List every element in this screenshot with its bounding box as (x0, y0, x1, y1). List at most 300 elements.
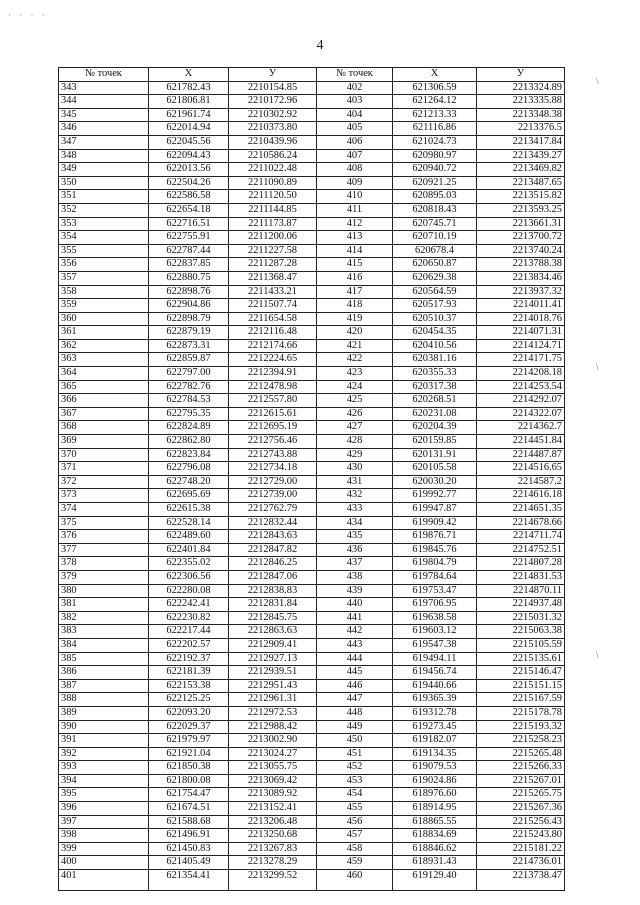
cell-point-number-right: 446 (317, 679, 393, 693)
cell-point-number-left: 343 (59, 81, 149, 95)
cell-x-right: 619603.12 (393, 625, 477, 639)
cell-x-right: 620105.58 (393, 462, 477, 476)
table-row (59, 638, 565, 652)
cell-y-right: 2214807.28 (477, 557, 565, 571)
cell-y-right: 2214253.54 (477, 380, 565, 394)
cell-y-right: 2215193.32 (477, 720, 565, 734)
table-header-row (59, 68, 565, 82)
cell-point-number-right: 444 (317, 652, 393, 666)
table-row (59, 706, 565, 720)
cell-y-right: 2213376.5 (477, 122, 565, 136)
table-row (59, 842, 565, 856)
page-number: 4 (316, 38, 324, 53)
cell-x-left: 622837.85 (149, 258, 229, 272)
cell-point-number-right: 422 (317, 353, 393, 367)
cell-x-right: 620317.38 (393, 380, 477, 394)
table-row (59, 448, 565, 462)
cell-x-left: 622504.26 (149, 176, 229, 190)
table-row (59, 679, 565, 693)
table-row (59, 530, 565, 544)
cell-x-left: 621674.51 (149, 802, 229, 816)
cell-x-left: 622045.56 (149, 135, 229, 149)
cell-x-left: 622695.69 (149, 489, 229, 503)
header-y-left: У (229, 68, 317, 82)
cell-point-number-right: 453 (317, 774, 393, 788)
cell-point-number-right: 460 (317, 870, 393, 891)
cell-x-right: 620745.71 (393, 217, 477, 231)
cell-point-number-left: 396 (59, 802, 149, 816)
scan-mark: \ (596, 362, 599, 372)
table-row (59, 271, 565, 285)
cell-point-number-right: 412 (317, 217, 393, 231)
cell-x-right: 618834.69 (393, 829, 477, 843)
cell-point-number-right: 403 (317, 95, 393, 109)
cell-x-left: 622748.20 (149, 475, 229, 489)
scan-mark: \ (596, 76, 599, 86)
cell-y-right: 2215105.59 (477, 638, 565, 652)
cell-point-number-left: 378 (59, 557, 149, 571)
cell-point-number-right: 420 (317, 326, 393, 340)
cell-point-number-left: 384 (59, 638, 149, 652)
cell-point-number-left: 393 (59, 761, 149, 775)
cell-x-right: 620268.51 (393, 394, 477, 408)
cell-x-right: 620650.87 (393, 258, 477, 272)
cell-x-left: 622401.84 (149, 543, 229, 557)
cell-y-left: 2212116.48 (229, 326, 317, 340)
cell-x-right: 620818.43 (393, 203, 477, 217)
cell-y-left: 2212843.63 (229, 530, 317, 544)
cell-point-number-left: 349 (59, 163, 149, 177)
cell-y-left: 2213152.41 (229, 802, 317, 816)
cell-y-left: 2210154.85 (229, 81, 317, 95)
cell-y-left: 2213250.68 (229, 829, 317, 843)
cell-x-right: 619273.45 (393, 720, 477, 734)
cell-point-number-right: 436 (317, 543, 393, 557)
cell-x-right: 620895.03 (393, 190, 477, 204)
table-row (59, 81, 565, 95)
scan-mark: \ (596, 650, 599, 660)
table-row (59, 747, 565, 761)
cell-point-number-right: 423 (317, 367, 393, 381)
cell-x-left: 621921.04 (149, 747, 229, 761)
header-x-right: X (393, 68, 477, 82)
table-row (59, 693, 565, 707)
cell-point-number-left: 401 (59, 870, 149, 891)
cell-x-left: 622859.87 (149, 353, 229, 367)
cell-point-number-right: 441 (317, 611, 393, 625)
cell-y-right: 2215167.59 (477, 693, 565, 707)
cell-point-number-right: 425 (317, 394, 393, 408)
cell-x-right: 620564.59 (393, 285, 477, 299)
cell-y-left: 2212939.51 (229, 666, 317, 680)
cell-point-number-left: 389 (59, 706, 149, 720)
cell-point-number-left: 355 (59, 244, 149, 258)
cell-point-number-right: 458 (317, 842, 393, 856)
cell-point-number-left: 360 (59, 312, 149, 326)
cell-y-left: 2212729.00 (229, 475, 317, 489)
cell-x-left: 621806.81 (149, 95, 229, 109)
cell-y-right: 2213593.25 (477, 203, 565, 217)
cell-x-right: 619784.64 (393, 570, 477, 584)
cell-point-number-right: 407 (317, 149, 393, 163)
cell-y-left: 2210302.92 (229, 108, 317, 122)
cell-x-left: 622489.60 (149, 530, 229, 544)
table-row (59, 380, 565, 394)
cell-point-number-left: 344 (59, 95, 149, 109)
cell-y-right: 2214362.7 (477, 421, 565, 435)
cell-x-right: 619992.77 (393, 489, 477, 503)
cell-x-left: 622795.35 (149, 407, 229, 421)
cell-point-number-left: 391 (59, 734, 149, 748)
cell-x-left: 621850.38 (149, 761, 229, 775)
cell-y-right: 2214752.51 (477, 543, 565, 557)
cell-x-left: 622787.44 (149, 244, 229, 258)
cell-point-number-left: 366 (59, 394, 149, 408)
table-row (59, 108, 565, 122)
cell-y-right: 2213348.38 (477, 108, 565, 122)
cell-point-number-right: 452 (317, 761, 393, 775)
cell-y-right: 2213700.72 (477, 231, 565, 245)
cell-point-number-right: 449 (317, 720, 393, 734)
cell-point-number-right: 435 (317, 530, 393, 544)
cell-point-number-right: 418 (317, 299, 393, 313)
cell-x-left: 621754.47 (149, 788, 229, 802)
cell-y-right: 2215031.32 (477, 611, 565, 625)
cell-y-left: 2213055.75 (229, 761, 317, 775)
cell-point-number-left: 359 (59, 299, 149, 313)
cell-x-left: 622615.38 (149, 503, 229, 517)
cell-y-right: 2215151.15 (477, 679, 565, 693)
cell-x-left: 622823.84 (149, 448, 229, 462)
cell-y-left: 2210439.96 (229, 135, 317, 149)
cell-point-number-left: 400 (59, 856, 149, 870)
cell-y-right: 2214018.76 (477, 312, 565, 326)
cell-y-right: 2214587.2 (477, 475, 565, 489)
cell-y-right: 2215146.47 (477, 666, 565, 680)
table-row (59, 244, 565, 258)
cell-point-number-left: 371 (59, 462, 149, 476)
cell-point-number-left: 386 (59, 666, 149, 680)
cell-x-left: 622879.19 (149, 326, 229, 340)
cell-x-left: 622784.53 (149, 394, 229, 408)
cell-point-number-left: 350 (59, 176, 149, 190)
header-y-right: У (477, 68, 565, 82)
cell-point-number-right: 405 (317, 122, 393, 136)
cell-y-left: 2212756.46 (229, 435, 317, 449)
cell-point-number-left: 368 (59, 421, 149, 435)
cell-point-number-right: 442 (317, 625, 393, 639)
table-row (59, 584, 565, 598)
cell-x-left: 621782.43 (149, 81, 229, 95)
cell-y-right: 2213324.89 (477, 81, 565, 95)
table-row (59, 666, 565, 680)
cell-y-left: 2213024.27 (229, 747, 317, 761)
cell-point-number-left: 358 (59, 285, 149, 299)
table-body (59, 81, 565, 890)
cell-point-number-right: 447 (317, 693, 393, 707)
cell-y-right: 2215258.23 (477, 734, 565, 748)
cell-point-number-right: 454 (317, 788, 393, 802)
table-row (59, 557, 565, 571)
table-row (59, 774, 565, 788)
cell-point-number-right: 438 (317, 570, 393, 584)
cell-y-right: 2214616.18 (477, 489, 565, 503)
cell-x-right: 618865.55 (393, 815, 477, 829)
cell-y-left: 2211120.50 (229, 190, 317, 204)
cell-point-number-left: 365 (59, 380, 149, 394)
cell-x-right: 620940.72 (393, 163, 477, 177)
cell-point-number-right: 415 (317, 258, 393, 272)
cell-x-right: 618846.62 (393, 842, 477, 856)
cell-x-right: 620159.85 (393, 435, 477, 449)
scan-corner-marks: · · · · (8, 10, 48, 20)
cell-x-left: 622014.94 (149, 122, 229, 136)
coordinates-table (58, 67, 565, 891)
cell-point-number-right: 451 (317, 747, 393, 761)
cell-point-number-right: 443 (317, 638, 393, 652)
cell-x-left: 622094.43 (149, 149, 229, 163)
cell-y-left: 2211022.48 (229, 163, 317, 177)
cell-y-right: 2214487.87 (477, 448, 565, 462)
cell-x-right: 620204.39 (393, 421, 477, 435)
cell-point-number-left: 392 (59, 747, 149, 761)
cell-y-left: 2212846.25 (229, 557, 317, 571)
header-point-number-left: № точек (59, 68, 149, 82)
cell-point-number-right: 434 (317, 516, 393, 530)
cell-y-left: 2212847.82 (229, 543, 317, 557)
table-row (59, 312, 565, 326)
table-row (59, 231, 565, 245)
cell-y-left: 2211173.87 (229, 217, 317, 231)
cell-x-right: 619312.78 (393, 706, 477, 720)
cell-point-number-left: 348 (59, 149, 149, 163)
cell-x-right: 619876.71 (393, 530, 477, 544)
cell-point-number-left: 356 (59, 258, 149, 272)
cell-y-left: 2213278.29 (229, 856, 317, 870)
cell-x-left: 622796.08 (149, 462, 229, 476)
cell-y-right: 2215178.78 (477, 706, 565, 720)
cell-y-left: 2212831.84 (229, 598, 317, 612)
table-row (59, 149, 565, 163)
cell-point-number-left: 351 (59, 190, 149, 204)
cell-point-number-left: 372 (59, 475, 149, 489)
cell-point-number-right: 428 (317, 435, 393, 449)
cell-x-right: 620629.38 (393, 271, 477, 285)
table-row (59, 543, 565, 557)
table-row (59, 326, 565, 340)
cell-point-number-left: 390 (59, 720, 149, 734)
cell-point-number-right: 419 (317, 312, 393, 326)
cell-y-left: 2212847.06 (229, 570, 317, 584)
cell-x-right: 619182.07 (393, 734, 477, 748)
cell-point-number-right: 410 (317, 190, 393, 204)
cell-point-number-right: 426 (317, 407, 393, 421)
cell-y-left: 2212845.75 (229, 611, 317, 625)
cell-point-number-left: 357 (59, 271, 149, 285)
cell-x-right: 620454.35 (393, 326, 477, 340)
cell-y-left: 2212909.41 (229, 638, 317, 652)
cell-y-right: 2213738.47 (477, 870, 565, 891)
cell-y-left: 2212961.31 (229, 693, 317, 707)
cell-y-left: 2211287.28 (229, 258, 317, 272)
cell-y-left: 2212695.19 (229, 421, 317, 435)
table-row (59, 258, 565, 272)
cell-y-left: 2212743.88 (229, 448, 317, 462)
cell-point-number-left: 370 (59, 448, 149, 462)
cell-point-number-right: 427 (317, 421, 393, 435)
cell-y-left: 2211433.21 (229, 285, 317, 299)
cell-y-left: 2211090.89 (229, 176, 317, 190)
table-row (59, 299, 565, 313)
cell-y-left: 2212988.42 (229, 720, 317, 734)
cell-x-right: 620678.4 (393, 244, 477, 258)
cell-y-right: 2214516.65 (477, 462, 565, 476)
cell-x-left: 622586.58 (149, 190, 229, 204)
table-row (59, 570, 565, 584)
table-row (59, 611, 565, 625)
table-row (59, 625, 565, 639)
header-x-left: X (149, 68, 229, 82)
cell-point-number-right: 450 (317, 734, 393, 748)
cell-point-number-right: 448 (317, 706, 393, 720)
cell-point-number-right: 404 (317, 108, 393, 122)
cell-y-left: 2212174.66 (229, 339, 317, 353)
cell-point-number-left: 363 (59, 353, 149, 367)
table-row (59, 516, 565, 530)
cell-x-right: 620510.37 (393, 312, 477, 326)
cell-point-number-right: 432 (317, 489, 393, 503)
cell-point-number-right: 433 (317, 503, 393, 517)
cell-x-right: 619494.11 (393, 652, 477, 666)
cell-point-number-right: 424 (317, 380, 393, 394)
cell-x-left: 622824.89 (149, 421, 229, 435)
cell-y-right: 2214651.35 (477, 503, 565, 517)
cell-point-number-right: 408 (317, 163, 393, 177)
table-row (59, 421, 565, 435)
cell-point-number-right: 440 (317, 598, 393, 612)
table-row (59, 176, 565, 190)
table-row (59, 802, 565, 816)
cell-x-right: 619845.76 (393, 543, 477, 557)
cell-x-right: 618976.60 (393, 788, 477, 802)
cell-point-number-left: 345 (59, 108, 149, 122)
cell-point-number-right: 437 (317, 557, 393, 571)
table-row (59, 489, 565, 503)
table-row (59, 734, 565, 748)
table-row (59, 870, 565, 891)
cell-y-right: 2214736.01 (477, 856, 565, 870)
cell-point-number-right: 413 (317, 231, 393, 245)
cell-point-number-right: 431 (317, 475, 393, 489)
cell-x-left: 622306.56 (149, 570, 229, 584)
table-row (59, 856, 565, 870)
cell-y-left: 2212478.98 (229, 380, 317, 394)
cell-point-number-left: 369 (59, 435, 149, 449)
cell-y-left: 2212762.79 (229, 503, 317, 517)
cell-x-left: 622230.82 (149, 611, 229, 625)
cell-x-left: 621979.97 (149, 734, 229, 748)
cell-x-left: 622280.08 (149, 584, 229, 598)
table-row (59, 815, 565, 829)
table-row (59, 394, 565, 408)
cell-x-left: 622528.14 (149, 516, 229, 530)
cell-x-right: 620231.08 (393, 407, 477, 421)
table-row (59, 829, 565, 843)
cell-y-right: 2213335.88 (477, 95, 565, 109)
cell-x-right: 621024.73 (393, 135, 477, 149)
cell-point-number-right: 429 (317, 448, 393, 462)
cell-y-left: 2212972.53 (229, 706, 317, 720)
cell-x-right: 620710.19 (393, 231, 477, 245)
cell-y-right: 2213469.82 (477, 163, 565, 177)
cell-y-right: 2214292.07 (477, 394, 565, 408)
cell-x-right: 619456.74 (393, 666, 477, 680)
cell-x-left: 621405.49 (149, 856, 229, 870)
cell-x-left: 622181.39 (149, 666, 229, 680)
cell-x-left: 622782.76 (149, 380, 229, 394)
cell-y-left: 2211368.47 (229, 271, 317, 285)
cell-y-right: 2215063.38 (477, 625, 565, 639)
cell-point-number-left: 352 (59, 203, 149, 217)
cell-y-left: 2213206.48 (229, 815, 317, 829)
cell-y-right: 2213439.27 (477, 149, 565, 163)
cell-x-left: 622755.91 (149, 231, 229, 245)
cell-y-left: 2212224.65 (229, 353, 317, 367)
cell-y-right: 2213834.46 (477, 271, 565, 285)
cell-point-number-left: 373 (59, 489, 149, 503)
cell-x-right: 619024.86 (393, 774, 477, 788)
cell-y-left: 2212951.43 (229, 679, 317, 693)
cell-x-right: 619804.79 (393, 557, 477, 571)
cell-x-left: 621354.41 (149, 870, 229, 891)
cell-point-number-left: 381 (59, 598, 149, 612)
table-row (59, 720, 565, 734)
cell-y-left: 2213002.90 (229, 734, 317, 748)
header-point-number-right: № точек (317, 68, 393, 82)
cell-y-left: 2213267.83 (229, 842, 317, 856)
cell-point-number-right: 430 (317, 462, 393, 476)
cell-x-left: 622242.41 (149, 598, 229, 612)
cell-y-left: 2211144.85 (229, 203, 317, 217)
cell-point-number-left: 399 (59, 842, 149, 856)
cell-point-number-right: 411 (317, 203, 393, 217)
cell-y-right: 2215181.22 (477, 842, 565, 856)
cell-x-right: 621213.33 (393, 108, 477, 122)
cell-x-left: 622093.20 (149, 706, 229, 720)
cell-x-left: 622217.44 (149, 625, 229, 639)
cell-point-number-left: 362 (59, 339, 149, 353)
cell-x-right: 619079.53 (393, 761, 477, 775)
cell-x-right: 621116.86 (393, 122, 477, 136)
cell-y-left: 2213299.52 (229, 870, 317, 891)
cell-point-number-right: 416 (317, 271, 393, 285)
cell-point-number-left: 367 (59, 407, 149, 421)
table-row (59, 598, 565, 612)
cell-y-right: 2215267.36 (477, 802, 565, 816)
cell-y-right: 2214678.66 (477, 516, 565, 530)
cell-x-left: 622192.37 (149, 652, 229, 666)
cell-x-left: 622202.57 (149, 638, 229, 652)
cell-x-left: 622880.75 (149, 271, 229, 285)
cell-x-left: 622898.76 (149, 285, 229, 299)
cell-x-right: 619129.40 (393, 870, 477, 891)
cell-y-right: 2214208.18 (477, 367, 565, 381)
cell-x-right: 619706.95 (393, 598, 477, 612)
table-row (59, 203, 565, 217)
cell-y-left: 2211227.58 (229, 244, 317, 258)
cell-point-number-right: 409 (317, 176, 393, 190)
cell-x-right: 619947.87 (393, 503, 477, 517)
